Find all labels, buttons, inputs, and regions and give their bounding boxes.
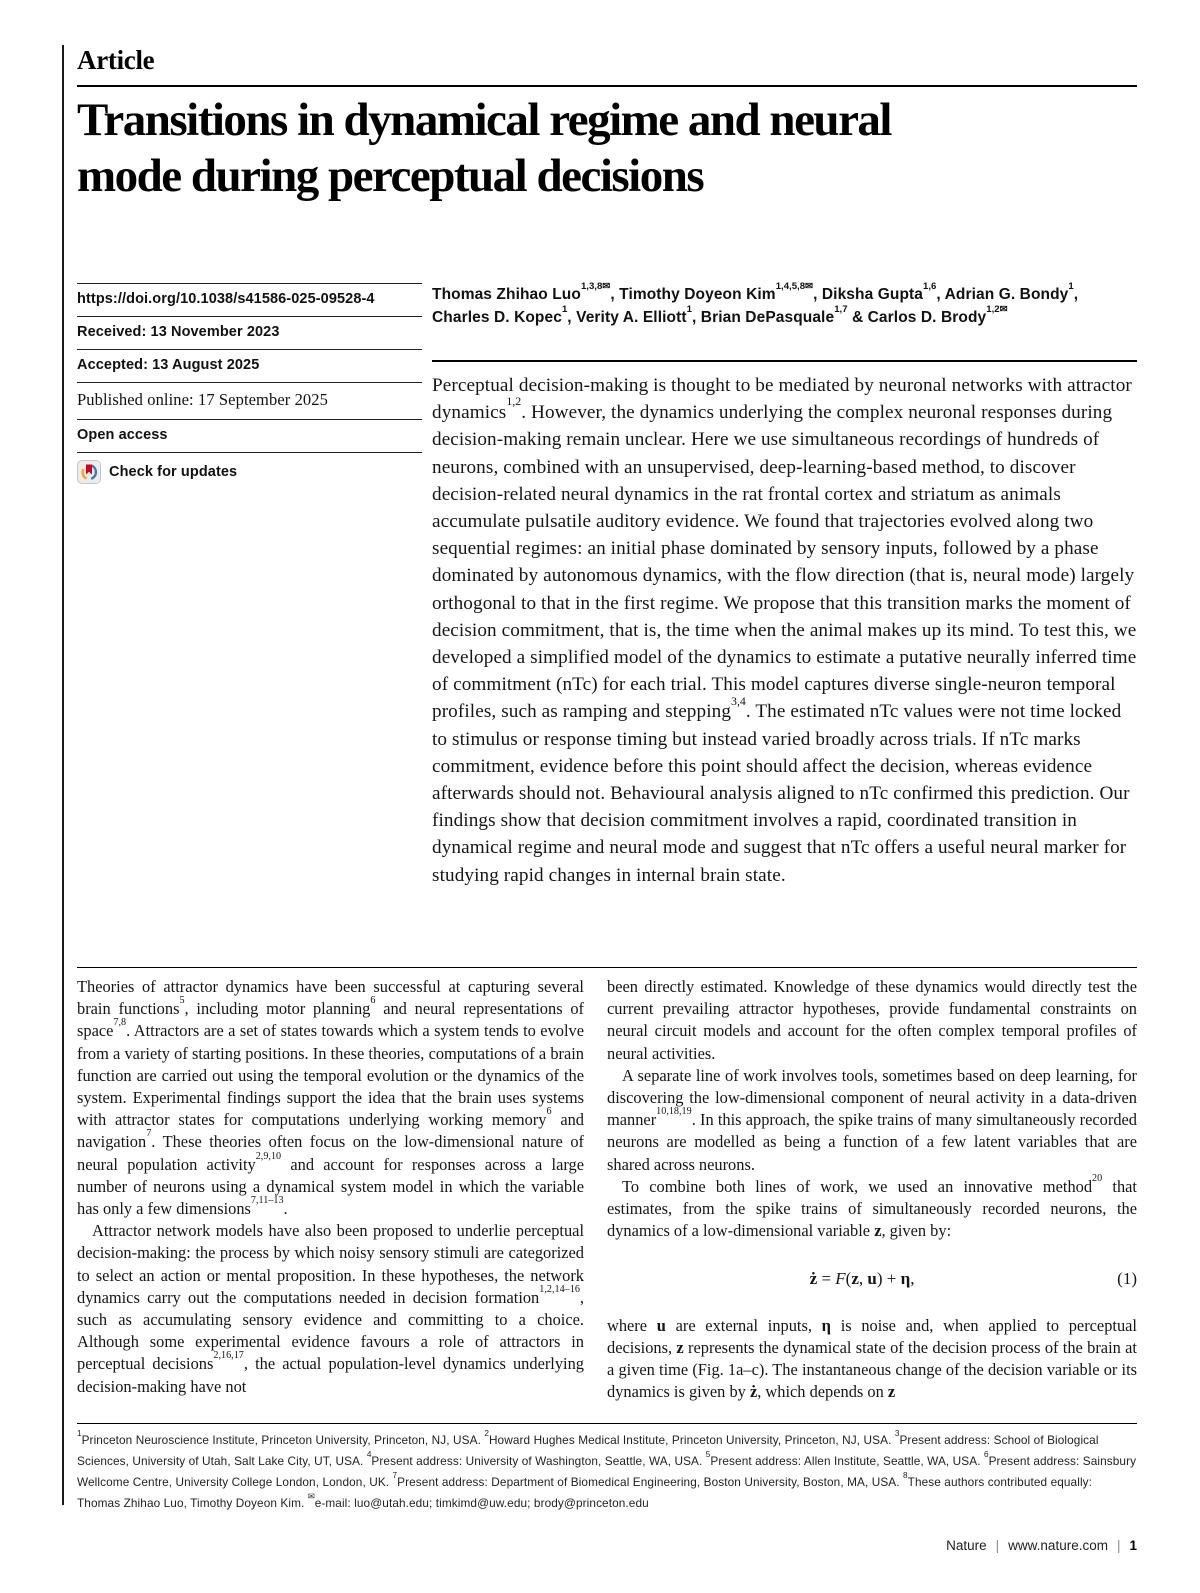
body-paragraph: Theories of attractor dynamics have been successful at capturing several brain functions$^5$, including motor planning$^6$ and neural representations of space$^{7,8}$. Attractors are a set of states towards which a system tends to evolve from a variety of starting positions. In these theories, computations of a brain function are carried out using the temporal evolution or the dynamics of the system. Experimental findings support the idea that the brain uses systems with attractor states for computations underlying working memory$^6$ and navigation$^7$. These theories often focus on the low-dimensional nature of neural population activity$^{2,9,10}$ and account for responses across a large number of neurons using a dynamical system model in which the variable has only a few dimensions$^{7,11-13}$.	[77, 977, 584, 1219]
footer-journal: Nature	[946, 1538, 987, 1553]
page-title	[77, 92, 1137, 204]
article-type-label: Article	[77, 45, 155, 75]
body-column-right	[607, 976, 1137, 1403]
header-divider	[77, 85, 1137, 87]
received-date: Received: 13 November 2023	[77, 316, 422, 349]
author-list: Thomas Zhihao Luo$^{1,3,8✉}$, Timothy Doyeon Kim$^{1,4,5,8✉}$, Diksha Gupta$^{1,6}$, Adrian G. Bondy$^1$, Charles D. Kopec$^1$, Verity A. Elliott$^1$, Brian DePasquale$^{1,7}$ & Carlos D. Brody$^{1,2✉}$	[432, 280, 1079, 326]
body-paragraph: been directly estimated. Knowledge of these dynamics would directly test the current prevailing attractor hypotheses, provide fundamental constraints on neural circuit models and account for the often complex temporal profiles of neural activities.	[607, 977, 1137, 1063]
check-for-updates-button[interactable]	[77, 452, 422, 493]
check-for-updates-label: Check for updates	[109, 464, 238, 480]
equation-1	[607, 1268, 1137, 1290]
body-columns	[77, 976, 1137, 1403]
crossmark-icon	[77, 460, 101, 484]
footnote-divider	[77, 1423, 1137, 1424]
footer-url: www.nature.com	[1008, 1538, 1108, 1553]
left-margin-rule	[62, 45, 64, 1505]
body-paragraph: A separate line of work involves tools, sometimes based on deep learning, for discovering the low-dimensional component of neural activity in a data-driven manner$^{10,18,19}$. In this approach, the spike trains of many simultaneously recorded neurons are modelled as being a function of a few latent variables that are shared across neurons.	[607, 1065, 1137, 1174]
body-paragraph: Attractor network models have also been proposed to underlie perceptual decision-making: the process by which noisy sensory stimuli are categorized to select an action or mental proposition. In these hypotheses, the network dynamics carry out the computations needed in decision formation$^{1,2,14-16}$, such as accumulating sensory evidence and committing to a choice. Although some experimental evidence favours a role of attractors in perceptual decisions$^{2,16,17}$, the actual population-level dynamics underlying decision-making have not	[77, 1221, 584, 1396]
abstract-text: Perceptual decision-making is thought to be mediated by neuronal networks with attractor dynamics$^{1,2}$. However, the dynamics underlying the complex neuronal responses during decision-making remain unclear. Here we use simultaneous recordings of hundreds of neurons, combined with an unsupervised, deep-learning-based method, to discover decision-related neural dynamics in the rat frontal cortex and striatum as animals accumulate pulsatile auditory evidence. We found that trajectories evolved along two sequential regimes: an initial phase dominated by sensory inputs, followed by a phase dominated by autonomous dynamics, with the flow direction (that is, neural mode) largely orthogonal to that in the first regime. We propose that this transition marks the moment of decision commitment, that is, the time when the animal makes up its mind. To test this, we developed a simplified model of the dynamics to estimate a putative neurally inferred time of commitment (nTc) for each trial. This model captures diverse single-neuron temporal profiles, such as ramping and stepping$^{3,4}$. The estimated nTc values were not time locked to stimulus or response timing but instead varied broadly across trials. If nTc marks commitment, evidence before this point should affect the decision, whereas evidence afterwards should not. Behavioural analysis aligned to nTc confirmed this prediction. Our findings show that decision commitment involves a rapid, coordinated transition in dynamical regime and neural mode and suggest that nTc offers a useful neural marker for studying rapid changes in internal brain state.	[432, 375, 1137, 886]
meta-and-authors-section	[77, 280, 1137, 889]
body-column-left	[77, 976, 584, 1403]
body-paragraph: where u are external inputs, η is noise and, when applied to perceptual decisions, z represents the dynamical state of the decision process of the brain at a given time (Fig. 1a–c). The instantaneous change of the decision variable or its dynamics is given by ż, which depends on z	[607, 1315, 1137, 1402]
abstract-divider	[432, 360, 1137, 362]
authors-and-abstract	[432, 280, 1137, 889]
title-line-1: Transitions in dynamical regime and neural	[77, 94, 891, 146]
page-footer	[77, 1538, 1137, 1553]
equation-number: (1)	[1117, 1269, 1137, 1289]
body-divider	[77, 967, 1137, 968]
article-meta-sidebar	[77, 283, 422, 889]
open-access-label: Open access	[77, 419, 422, 452]
page-number: 1	[1129, 1538, 1137, 1553]
footer-separator: |	[995, 1538, 1000, 1553]
equation-body: ż = F(z, u) + η,	[809, 1269, 915, 1289]
accepted-date: Accepted: 13 August 2025	[77, 349, 422, 382]
published-date: Published online: 17 September 2025	[77, 382, 422, 419]
title-line-2: mode during perceptual decisions	[77, 150, 704, 202]
affiliations-footnote: $^1$Princeton Neuroscience Institute, Princeton University, Princeton, NJ, USA. $^2$Howard Hughes Medical Institute, Princeton University, Princeton, NJ, USA. $^3$Present address: School of Biological Sciences, University of Utah, Salt Lake City, UT, USA. $^4$Present address: University of Washington, Seattle, WA, USA. $^5$Present address: Allen Institute, Seattle, WA, USA. $^6$Present address: Sainsbury Wellcome Centre, University College London, London, UK. $^7$Present address: Department of Biomedical Engineering, Boston University, Boston, MA, USA. $^8$These authors contributed equally: Thomas Zhihao Luo, Timothy Doyeon Kim. ✉e-mail: luo@utah.edu; timkimd@uw.edu; brody@princeton.edu	[77, 1429, 1137, 1510]
body-paragraph: To combine both lines of work, we used an innovative method$^{20}$ that estimates, from the spike trains of simultaneously recorded neurons, the dynamics of a low-dimensional variable z, given by:	[607, 1172, 1137, 1241]
doi-link[interactable]: https://doi.org/10.1038/s41586-025-09528-4	[77, 283, 422, 316]
footer-separator: |	[1116, 1538, 1121, 1553]
